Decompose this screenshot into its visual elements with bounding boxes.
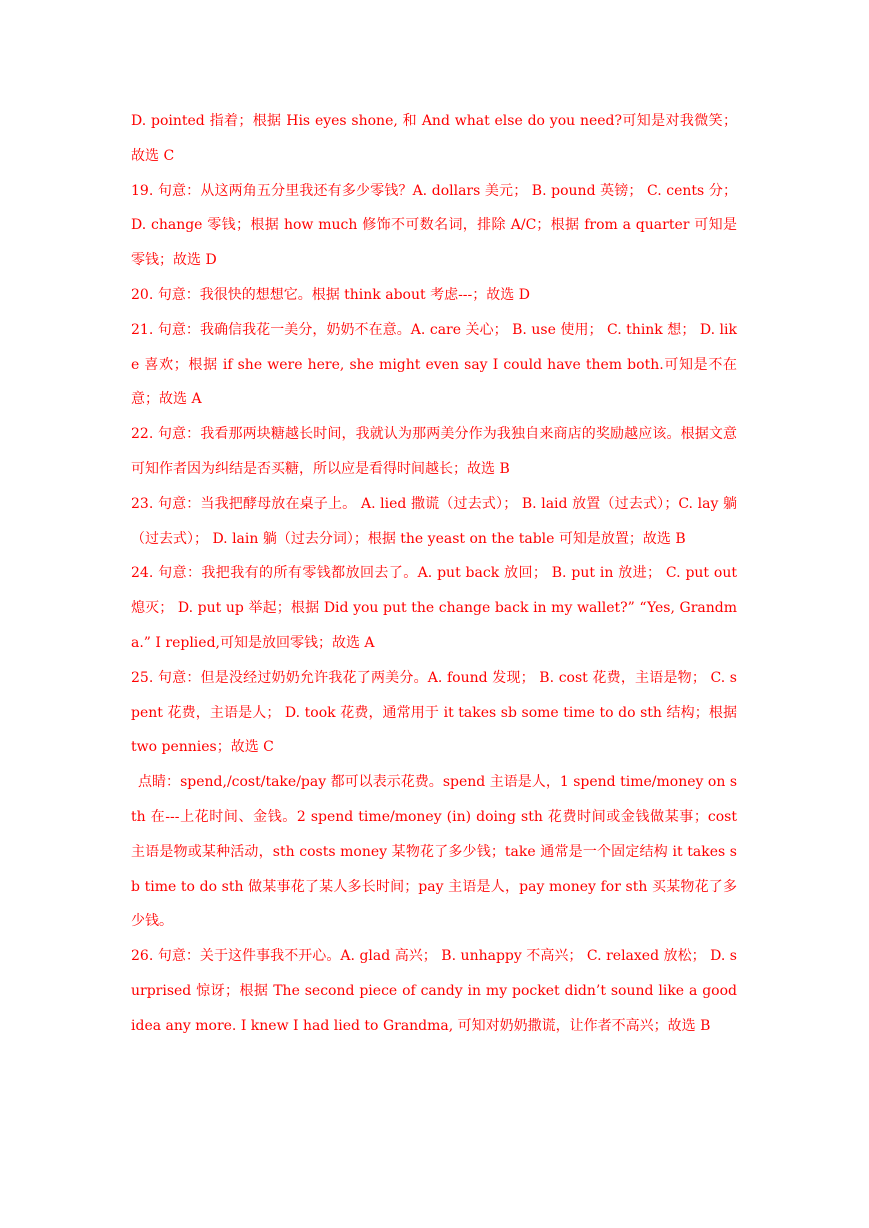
paragraph-q26: 26. 句意：关于这件事我不开心。A. glad 高兴； B. unhappy 不高兴； C. relaxed 放松； D. surprised 惊讶；根据 The second piece of candy in my pocket didn’t sound like a good idea any more. I knew I had lied to Grandma, 可知对奶奶撒谎，让作者不高兴；故选 B	[131, 948, 737, 1034]
paragraph-tip: 点睛：spend,/cost/take/pay 都可以表示花费。spend 主语是人，1 spend time/money on sth 在---上花时间、金钱。2 spend time/money (in) doing sth 花费时间或金钱做某事；cost 主语是物或某种活动，sth costs money 某物花了多少钱；take 通常是一个固定结构 it takes sb time to do sth 做某事花了某人多长时间；pay 主语是人，pay money for sth 买某物花了多少钱。	[131, 774, 737, 930]
paragraph-q19: 19. 句意：从这两角五分里我还有多少零钱？A. dollars 美元； B. pound 英镑； C. cents 分； D. change 零钱；根据 how much 修饰不可数名词，排除 A/C；根据 from a quarter 可知是零钱；故选 D	[131, 182, 737, 269]
answer-explanations	[131, 104, 737, 1044]
paragraph-q20: 20. 句意：我很快的想想它。根据 think about 考虑---；故选 D	[131, 286, 530, 303]
paragraph-q22: 22. 句意：我看那两块糖越长时间，我就认为那两美分作为我独自来商店的奖励越应该。根据文意可知作者因为纠结是否买糖，所以应是看得时间越长；故选 B	[131, 426, 737, 477]
paragraph-q25: 25. 句意：但是没经过奶奶允许我花了两美分。A. found 发现； B. cost 花费，主语是物； C. spent 花费，主语是人； D. took 花费，通常用于 it takes sb some time to do sth 结构；根据 two pennies；故选 C	[131, 669, 737, 756]
paragraph-q23: 23. 句意：当我把酵母放在桌子上。 A. lied 撒谎（过去式）； B. laid 放置（过去式）；C. lay 躺（过去式）； D. lain 躺（过去分词）；根据 the yeast on the table 可知是放置；故选 B	[131, 495, 737, 547]
paragraph-option-d-pointed: D. pointed 指着；根据 His eyes shone, 和 And what else do you need?可知是对我微笑；故选 C	[131, 113, 737, 164]
paragraph-q21: 21. 句意：我确信我花一美分，奶奶不在意。A. care 关心； B. use 使用； C. think 想； D. like 喜欢；根据 if she were here, she might even say I could have them both.可知是不在意；故选 A	[131, 321, 737, 408]
paragraph-q24: 24. 句意：我把我有的所有零钱都放回去了。A. put back 放回； B. put in 放进； C. put out 熄灭； D. put up 举起；根据 Did you put the change back in my wallet?” “Yes, Grandma.” I replied,可知是放回零钱；故选 A	[131, 565, 737, 651]
